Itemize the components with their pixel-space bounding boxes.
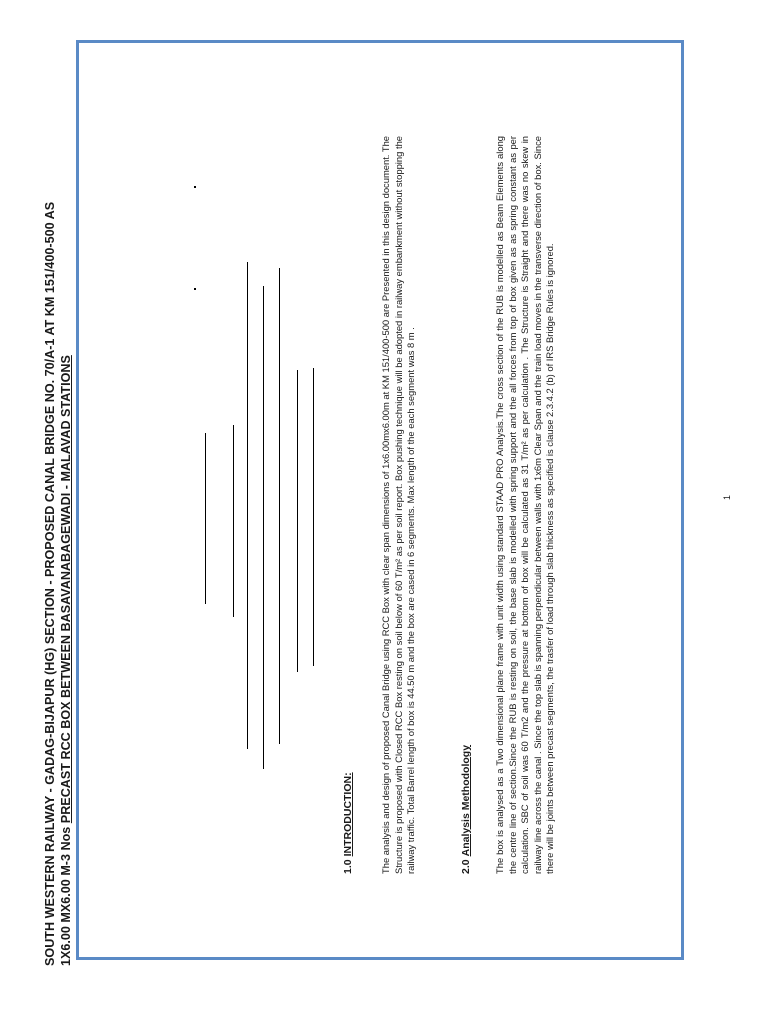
- section-heading-analysis-methodology: [460, 745, 472, 874]
- drawing-line: [205, 433, 206, 604]
- title-line2-plain: 1X6.00 MX6.00 M-3 Nos: [59, 823, 73, 966]
- drawing-dot: [194, 186, 196, 188]
- section-heading-text: INTRODUCTION:: [342, 772, 354, 857]
- section-heading-introduction: [342, 772, 354, 874]
- drawing-line: [297, 370, 298, 672]
- section-number: 2.0: [460, 859, 472, 874]
- page-number: 1: [722, 494, 732, 500]
- introduction-paragraph: The analysis and design of proposed Canal Bridge using RCC Box with clear span dimensions of 1x6.00mx6.00m at KM 151/400-500 are Presented in this design document. The Structure is proposed with Closed RCC Box resting on soil below of 60 T/m² as per soil report. Box pushing technique will be adopted in railway embankment without stopping the railway traffic. Total Barrel length of box is 44.50 m and the box are cased in 6 segments. Max length of the each segment was 8 m .: [380, 136, 417, 874]
- section-heading-text: Analysis Methodology: [460, 744, 472, 857]
- section-number: 1.0: [342, 859, 354, 874]
- title-line2-underlined: PRECAST RCC BOX BETWEEN BASAVANABAGEWADI - MALAVAD STATIONS: [59, 355, 73, 824]
- drawing-line: [247, 262, 248, 749]
- document-title-line1: SOUTH WESTERN RAILWAY - GADAG-BIJAPUR (HG) SECTION - PROPOSED CANAL BRIDGE NO. 70/A-1 AT KM 151/400-500 AS: [43, 201, 57, 966]
- drawing-line: [279, 268, 280, 744]
- drawing-line: [313, 368, 314, 666]
- analysis-methodology-paragraph: The box is analysed as a Two dimensional plane frame with unit width using standard STAAD PRO Analysis.The cross section of the RUB is modelled as Beam Elements along the centre line of section.Since the RUB is resting on soil, the base slab is modelled with spring support and the all forces from top of box given as as spring constant as per calculation. SBC of soil was 60 T/m2 and the pressure at bottom of box will be calculated as 31 T/m² as per calculation . The Structure is Straight and there was no skew in railway line across the canal . Since the top slab is spanning perpendicular between walls with 1x6m Clear Span and the train load moves in the transverse direction of box. Since there will be joints between precast segments, the trasfer of load through slab thickness as specified is clause 2.3.4.2 (b) of IRS Bridge Rules is ignored.: [494, 136, 556, 874]
- document-title-line2: [58, 46, 74, 966]
- drawing-line: [233, 425, 234, 617]
- drawing-line: [263, 286, 264, 769]
- drawing-dot: [194, 288, 196, 290]
